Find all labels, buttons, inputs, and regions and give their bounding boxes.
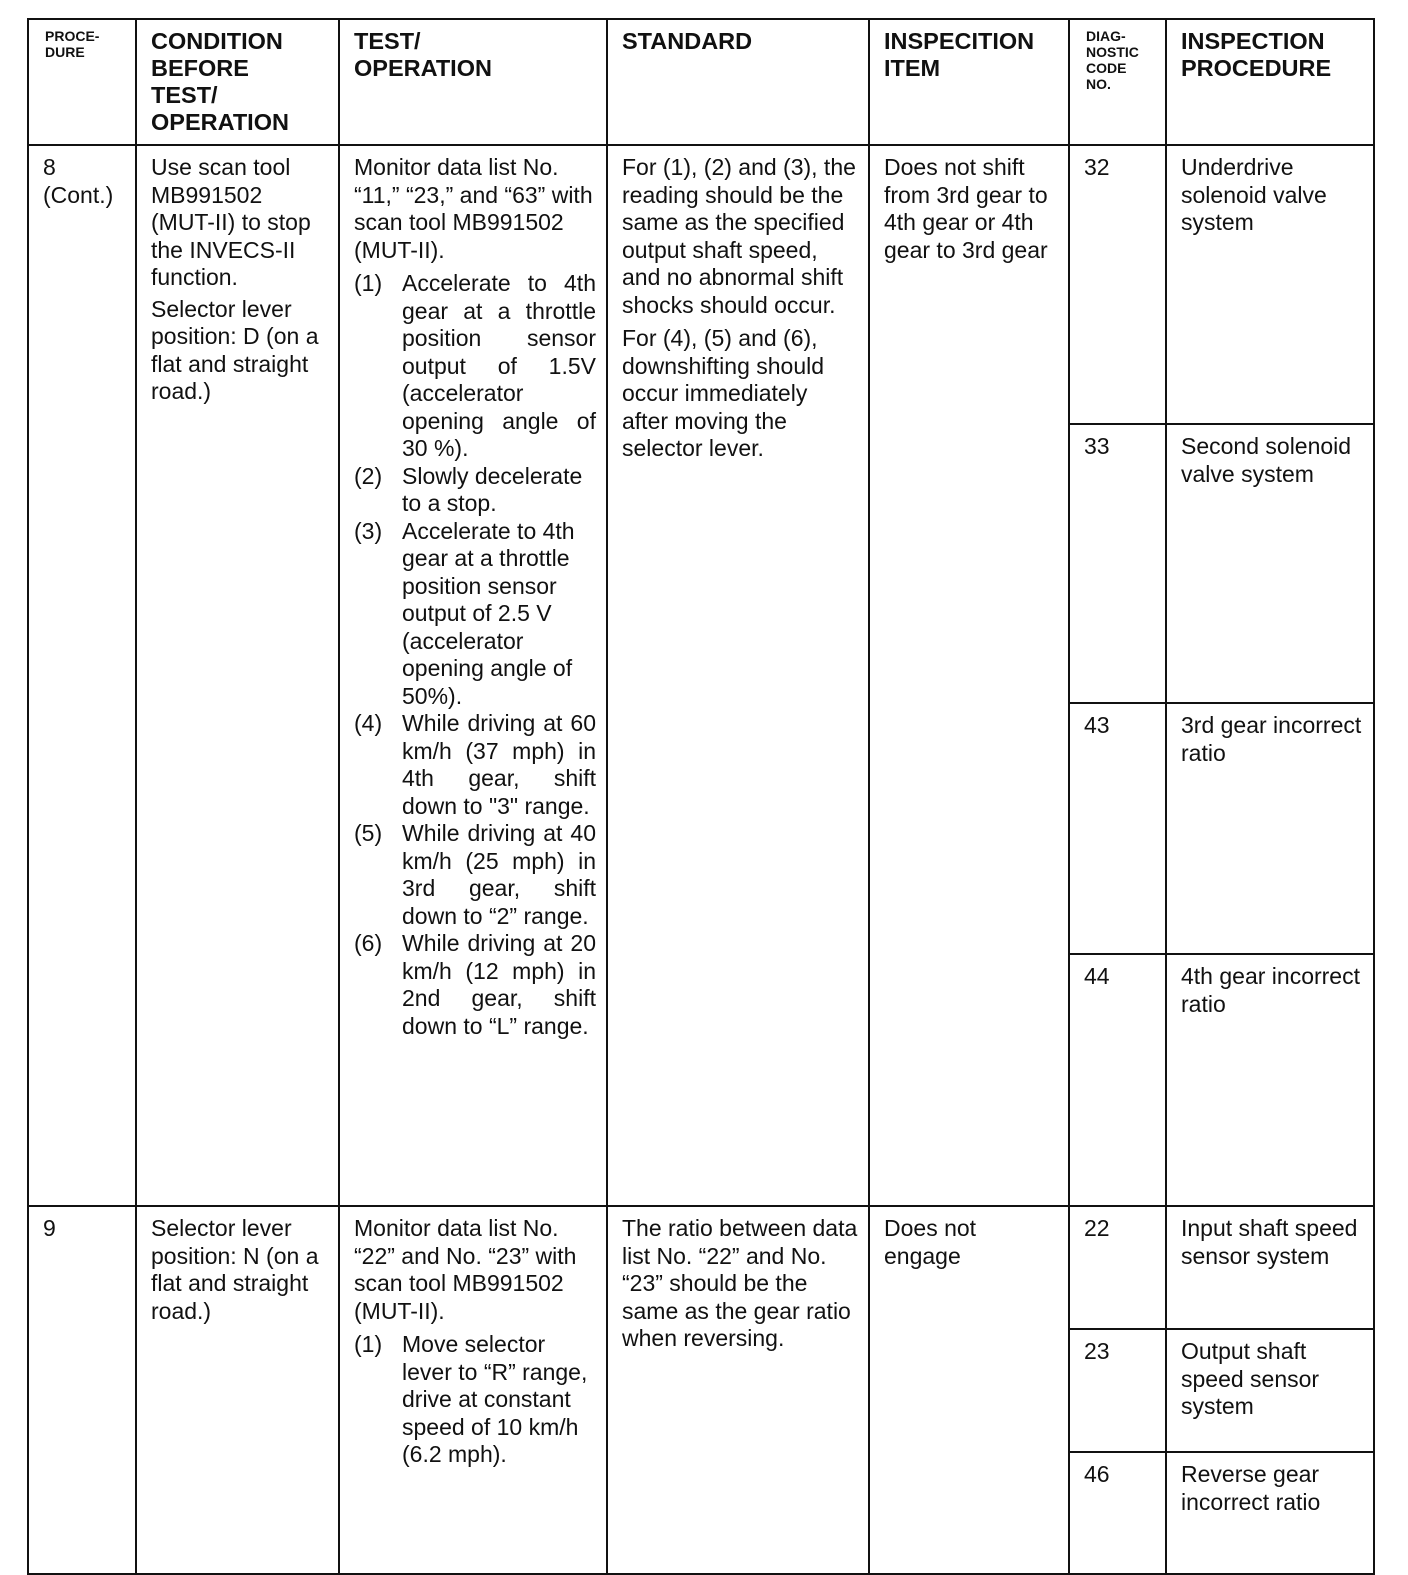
row8-procedure-text: 8 (Cont.) — [43, 154, 114, 208]
header-test-text: TEST/ OPERATION — [354, 28, 492, 81]
inspection-table — [27, 18, 1375, 1575]
header-condition — [136, 19, 339, 145]
diag-code-cell — [1069, 145, 1166, 424]
table-row — [28, 145, 1374, 424]
list-item — [354, 270, 596, 463]
step-text: Move selector lever to “R” range, drive at constant speed of 10 km/h (6.2 mph). — [402, 1331, 588, 1467]
row8-test-intro: Monitor data list No. “11,” “23,” and “63” with scan tool MB991502 (MUT-II). — [354, 154, 593, 263]
header-standard — [607, 19, 869, 145]
diag-code: 44 — [1084, 963, 1110, 989]
diag-code: 46 — [1084, 1461, 1110, 1487]
inspection-procedure-text: 4th gear incorrect ratio — [1181, 963, 1360, 1017]
inspection-procedure-text: Second solenoid valve system — [1181, 433, 1352, 487]
header-standard-text: STANDARD — [622, 28, 753, 54]
diag-code: 32 — [1084, 154, 1110, 180]
inspection-procedure-text: Input shaft speed sensor system — [1181, 1215, 1358, 1269]
list-item — [354, 1331, 596, 1469]
inspection-procedure-text: 3rd gear incorrect ratio — [1181, 712, 1362, 766]
row8-inspection-item — [869, 145, 1069, 1206]
row8-condition-a: Use scan tool MB991502 (MUT-II) to stop the INVECS-II function. — [151, 154, 311, 290]
row8-standard-b: For (4), (5) and (6), downshifting should occur immediately after moving the selector lever. — [622, 325, 825, 461]
list-item — [354, 930, 596, 1040]
inspection-procedure-text: Underdrive solenoid valve system — [1181, 154, 1327, 235]
row9-test-operation — [339, 1206, 607, 1574]
row8-condition — [136, 145, 339, 1206]
step-number: (4) — [354, 710, 383, 736]
diag-code: 23 — [1084, 1338, 1110, 1364]
table-row — [28, 1206, 1374, 1329]
row9-standard-text: The ratio between data list No. “22” and No. “23” should be the same as the gear ratio when reversing. — [622, 1215, 858, 1351]
row9-standard — [607, 1206, 869, 1574]
step-text: While driving at 20 km/h (12 mph) in 2nd gear, shift down to “L” range. — [402, 930, 596, 1039]
inspection-procedure-cell — [1166, 1206, 1374, 1329]
row9-condition — [136, 1206, 339, 1574]
row9-test-intro: Monitor data list No. “22” and No. “23” with scan tool MB991502 (MUT-II). — [354, 1215, 577, 1324]
list-item — [354, 518, 596, 711]
header-inspection-item-text: INSPECITION ITEM — [884, 28, 1035, 81]
inspection-procedure-cell — [1166, 424, 1374, 703]
step-text: While driving at 60 km/h (37 mph) in 4th gear, shift down to "3" range. — [402, 710, 596, 819]
diag-code-cell — [1069, 424, 1166, 703]
diag-code-cell — [1069, 703, 1166, 954]
diag-code-cell — [1069, 1329, 1166, 1452]
step-number: (1) — [354, 270, 383, 296]
list-item — [354, 820, 596, 930]
step-text: Accelerate to 4th gear at a throttle position sensor output of 2.5 V (accelerator opening angle of 50%). — [402, 517, 575, 709]
step-number: (5) — [354, 820, 383, 846]
header-inspection-procedure — [1166, 19, 1374, 145]
header-condition-text: CONDITION BEFORE TEST/ OPERATION — [151, 28, 289, 135]
step-number: (1) — [354, 1331, 383, 1357]
step-number: (6) — [354, 930, 383, 956]
inspection-procedure-text: Reverse gear incorrect ratio — [1181, 1461, 1321, 1515]
row9-steps — [354, 1331, 596, 1469]
row9-procedure — [28, 1206, 136, 1574]
row9-procedure-text: 9 — [43, 1215, 56, 1241]
header-diagnostic-code — [1069, 19, 1166, 145]
header-procedure-text: PROCE- DURE — [45, 28, 100, 60]
step-text: Slowly decelerate to a stop. — [402, 462, 583, 516]
diag-code-cell — [1069, 1206, 1166, 1329]
header-test-operation — [339, 19, 607, 145]
header-inspection-item — [869, 19, 1069, 145]
header-procedure — [28, 19, 136, 145]
inspection-procedure-cell — [1166, 954, 1374, 1206]
list-item — [354, 463, 596, 518]
header-diag-code-text: DIAG- NOSTIC CODE NO. — [1086, 28, 1139, 92]
row9-inspection-item-text: Does not engage — [884, 1215, 977, 1269]
diag-code: 22 — [1084, 1215, 1110, 1241]
row8-standard-a: For (1), (2) and (3), the reading should be the same as the specified output shaft speed, and no abnormal shift shocks should occur. — [622, 154, 856, 318]
diag-code-cell — [1069, 1452, 1166, 1574]
row8-test-operation — [339, 145, 607, 1206]
row8-standard — [607, 145, 869, 1206]
inspection-procedure-text: Output shaft speed sensor system — [1181, 1338, 1320, 1419]
row8-steps — [354, 270, 596, 1040]
row8-condition-b: Selector lever position: D (on a flat and straight road.) — [151, 295, 319, 404]
header-inspection-procedure-text: INSPECTION PROCEDURE — [1181, 28, 1332, 81]
row8-inspection-item-text: Does not shift from 3rd gear to 4th gear or 4th gear to 3rd gear — [884, 154, 1048, 263]
inspection-procedure-cell — [1166, 703, 1374, 954]
inspection-procedure-cell — [1166, 145, 1374, 424]
row9-inspection-item — [869, 1206, 1069, 1574]
step-text: While driving at 40 km/h (25 mph) in 3rd gear, shift down to “2” range. — [402, 820, 596, 929]
step-number: (3) — [354, 517, 383, 544]
header-row — [28, 19, 1374, 145]
inspection-procedure-cell — [1166, 1452, 1374, 1574]
step-text: Accelerate to 4th gear at a throttle position sensor output of 1.5V (accelerator opening angle of 30 %). — [402, 270, 596, 461]
step-number: (2) — [354, 462, 383, 489]
row9-condition-text: Selector lever position: N (on a flat and straight road.) — [151, 1215, 319, 1324]
inspection-procedure-cell — [1166, 1329, 1374, 1452]
diag-code-cell — [1069, 954, 1166, 1206]
diag-code: 33 — [1084, 433, 1110, 459]
row8-procedure — [28, 145, 136, 1206]
diag-code: 43 — [1084, 712, 1110, 738]
list-item — [354, 710, 596, 820]
